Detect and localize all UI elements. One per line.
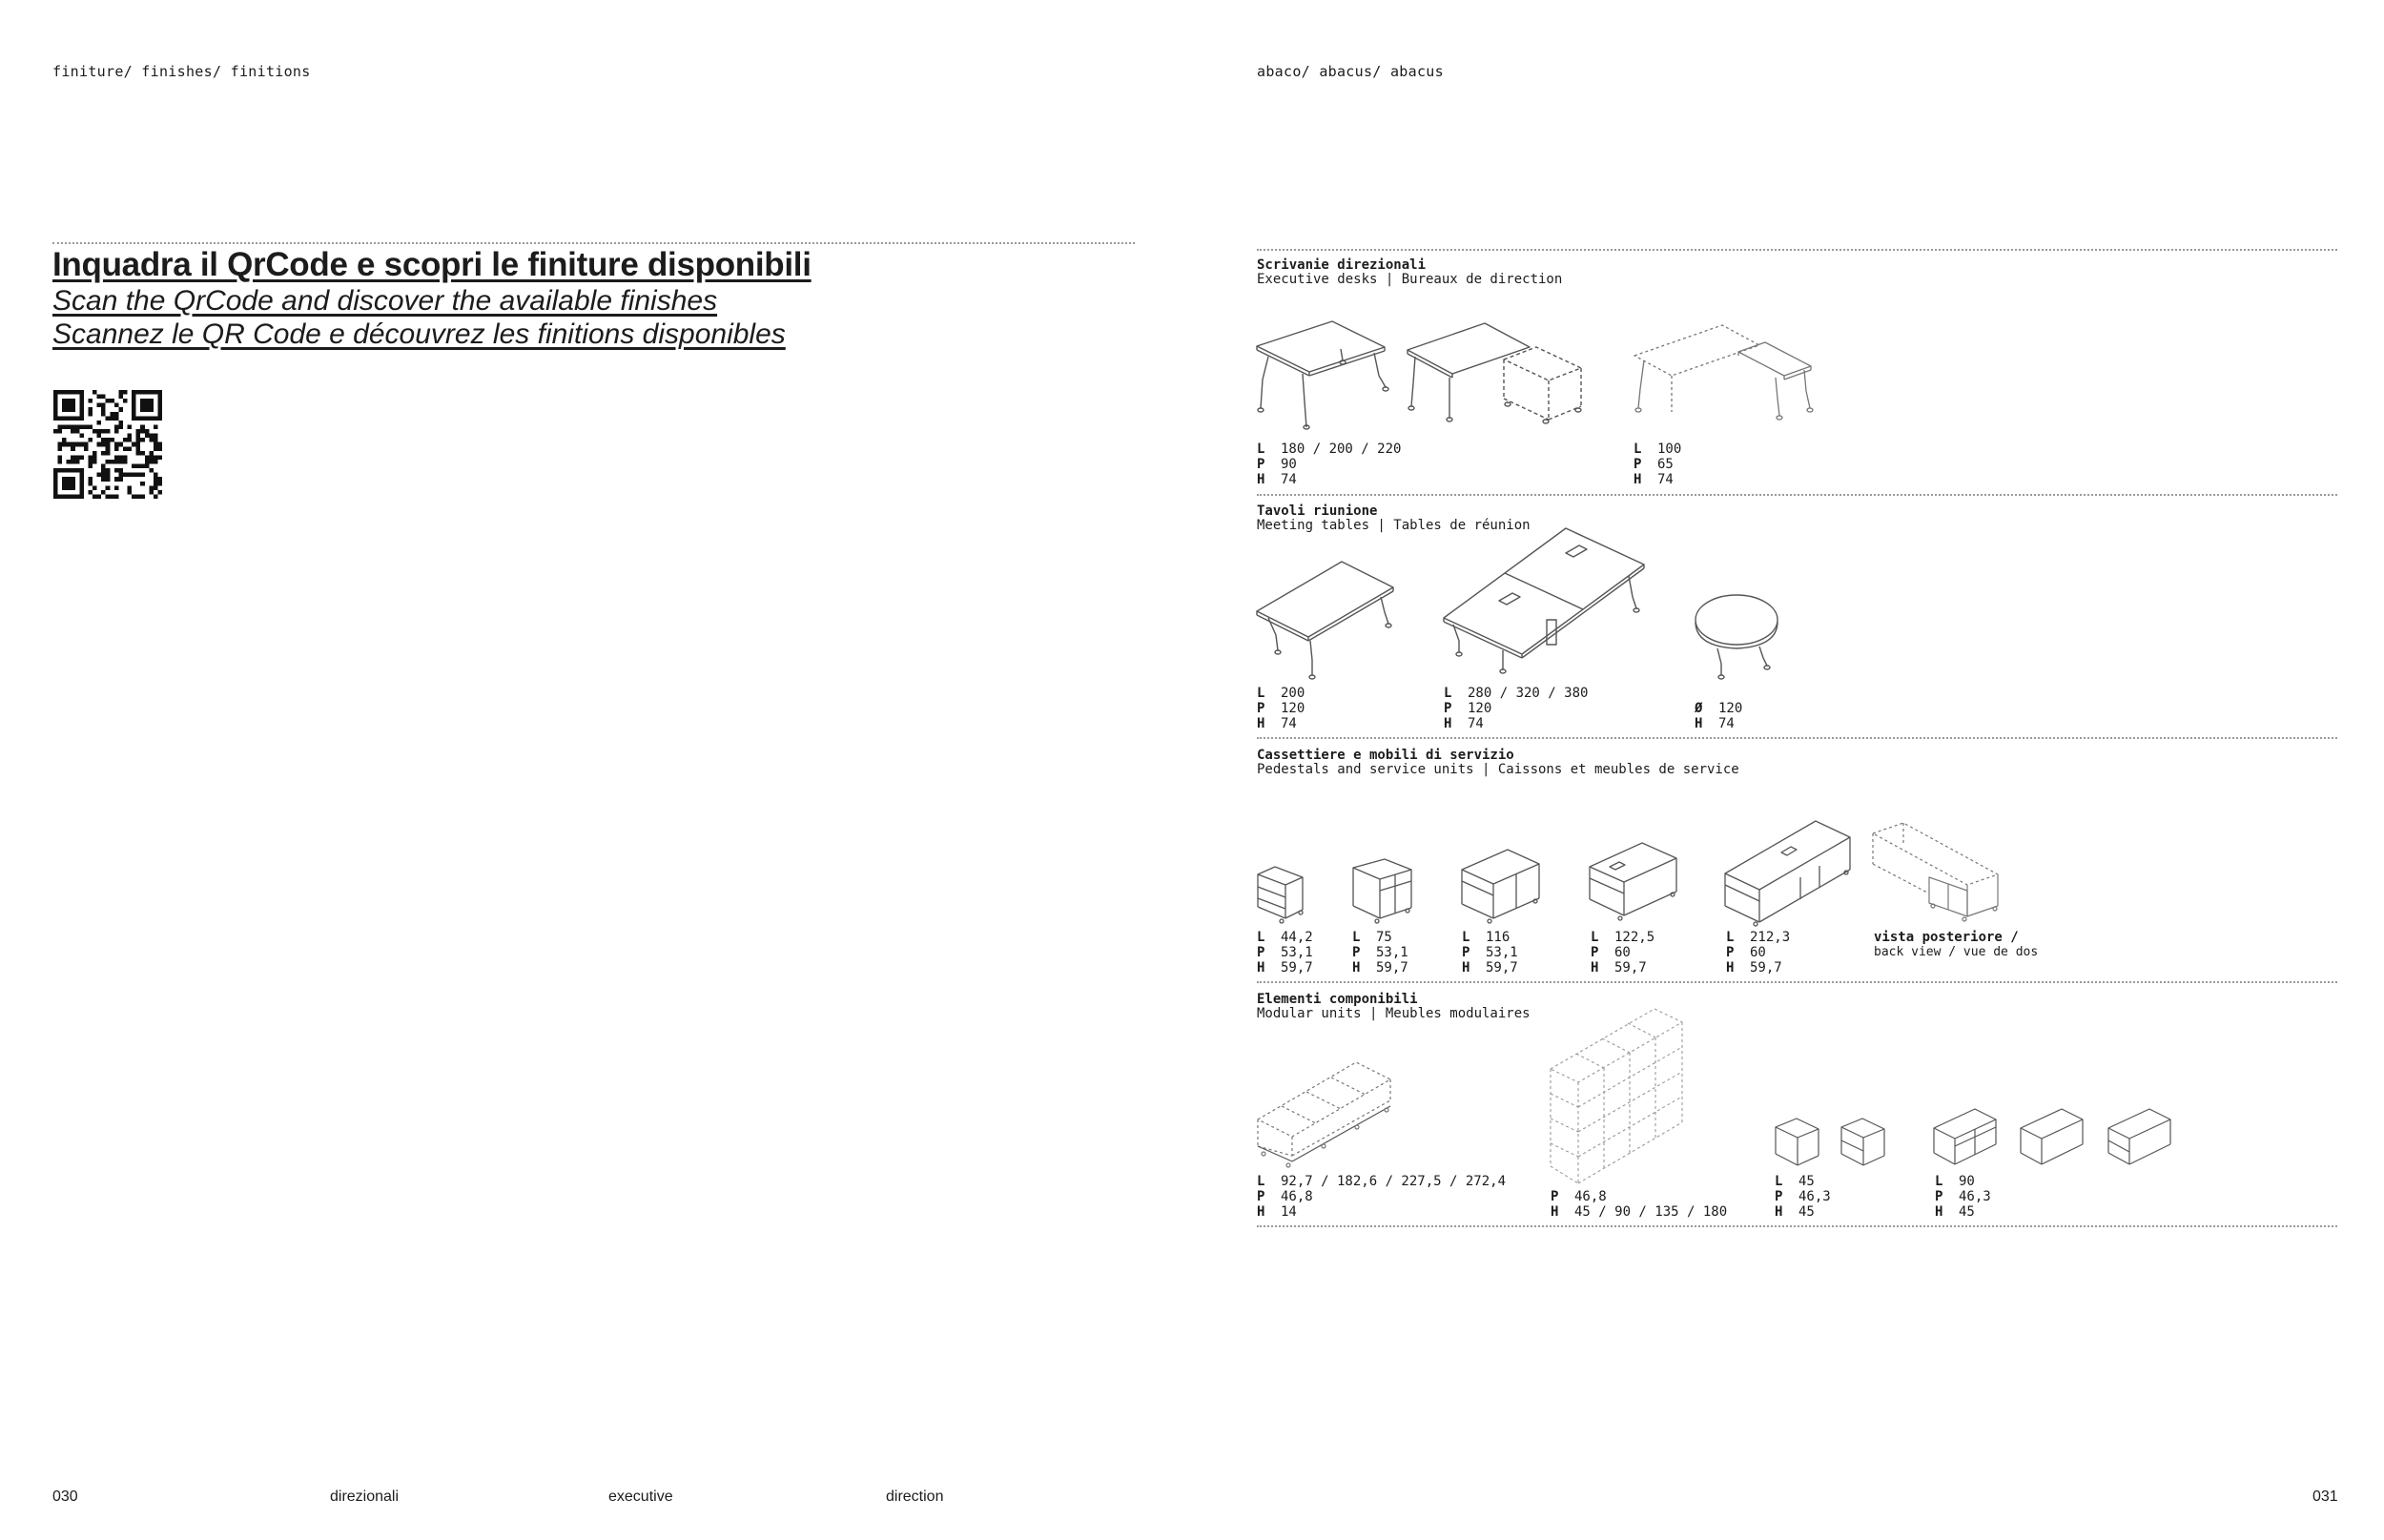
spec-modular-double-unit: L 90 P 46,3 H 45 [1935, 1174, 1991, 1220]
modular-bench-drawing [1257, 1058, 1395, 1173]
service-unit-75-drawing [1352, 858, 1414, 930]
section-subtitle-executive-desks: Executive desks | Bureaux de direction [1257, 272, 1563, 287]
spec-modular-cube: L 45 P 46,3 H 45 [1775, 1174, 1831, 1220]
spec-service-unit-116: L 116 P 53,1 H 59,7 [1462, 930, 1518, 975]
section-subtitle-meeting-tables: Meeting tables | Tables de réunion [1257, 518, 1531, 533]
spec-meeting-table: L 200 P 120 H 74 [1257, 686, 1305, 731]
page-number-left: 030 [52, 1489, 78, 1505]
headline-italian: Inquadra il QrCode e scopri le finiture disponibili [52, 246, 812, 283]
spec-desk: L 180 / 200 / 220 P 90 H 74 [1257, 441, 1402, 487]
spec-service-unit-122: L 122,5 P 60 H 59,7 [1591, 930, 1655, 975]
divider [1257, 494, 2337, 496]
headline-french: Scannez le QR Code e découvrez les finitions disponibles [52, 318, 786, 350]
section-title-modular-units: Elementi componibili [1257, 992, 1418, 1007]
spec-modular-bench: L 92,7 / 182,6 / 227,5 / 272,4 P 46,8 H 14 [1257, 1174, 1507, 1220]
page-number-right: 031 [2312, 1489, 2338, 1505]
divider [1257, 737, 2337, 739]
pedestal-drawing [1257, 866, 1306, 928]
section-title-executive-desks: Scrivanie direzionali [1257, 257, 1427, 273]
footer-word-french: direction [886, 1489, 944, 1505]
modular-shelving-drawing [1550, 1006, 1685, 1192]
divider [1257, 981, 2337, 983]
modular-double-unit-drawing [1933, 1108, 2000, 1175]
spec-conference-table: L 280 / 320 / 380 P 120 H 74 [1444, 686, 1589, 731]
spec-service-unit-75: L 75 P 53,1 H 59,7 [1352, 930, 1408, 975]
spec-pedestal: L 44,2 P 53,1 H 59,7 [1257, 930, 1313, 975]
footer-word-english: executive [608, 1489, 673, 1505]
section-title-meeting-tables: Tavoli riunione [1257, 503, 1378, 519]
modular-double-unit-drawing [2107, 1108, 2174, 1175]
service-unit-116-drawing [1461, 849, 1542, 930]
round-table-drawing [1693, 591, 1783, 691]
service-unit-back-view-drawing [1872, 822, 2001, 932]
section-subtitle-modular-units: Modular units | Meubles modulaires [1257, 1006, 1531, 1021]
desk-drawing [1255, 320, 1388, 430]
desk-with-return-drawing [1406, 322, 1587, 432]
divider [52, 242, 1135, 244]
divider [1257, 249, 2337, 251]
headline-english: Scan the QrCode and discover the available finishes [52, 285, 718, 317]
service-unit-212-drawing [1724, 820, 1853, 930]
modular-cube-drawing [1840, 1118, 1888, 1175]
section-subtitle-pedestals: Pedestals and service units | Caissons et meubles de service [1257, 762, 1739, 777]
running-head-left: finiture/ finishes/ finitions [52, 63, 311, 80]
section-title-pedestals: Cassettiere e mobili di servizio [1257, 748, 1514, 763]
spec-back-view-note: vista posteriore / back view / vue de dos [1874, 930, 2039, 959]
conference-table-drawing [1442, 526, 1647, 684]
spec-round-table: Ø 120 H 74 [1695, 701, 1743, 731]
spec-return: L 100 P 65 H 74 [1634, 441, 1682, 487]
service-unit-122-drawing [1589, 842, 1679, 928]
qr-code-icon[interactable] [53, 390, 162, 499]
footer-word-italian: direzionali [330, 1489, 400, 1505]
divider [1257, 1225, 2337, 1227]
running-head-right: abaco/ abacus/ abacus [1257, 63, 1444, 80]
spec-modular-shelving: P 46,8 H 45 / 90 / 135 / 180 [1551, 1189, 1728, 1220]
return-table-drawing [1633, 322, 1814, 432]
modular-double-unit-drawing [2020, 1108, 2086, 1175]
meeting-table-drawing [1255, 561, 1398, 685]
modular-cube-drawing [1775, 1118, 1822, 1175]
spec-service-unit-212: L 212,3 P 60 H 59,7 [1726, 930, 1791, 975]
